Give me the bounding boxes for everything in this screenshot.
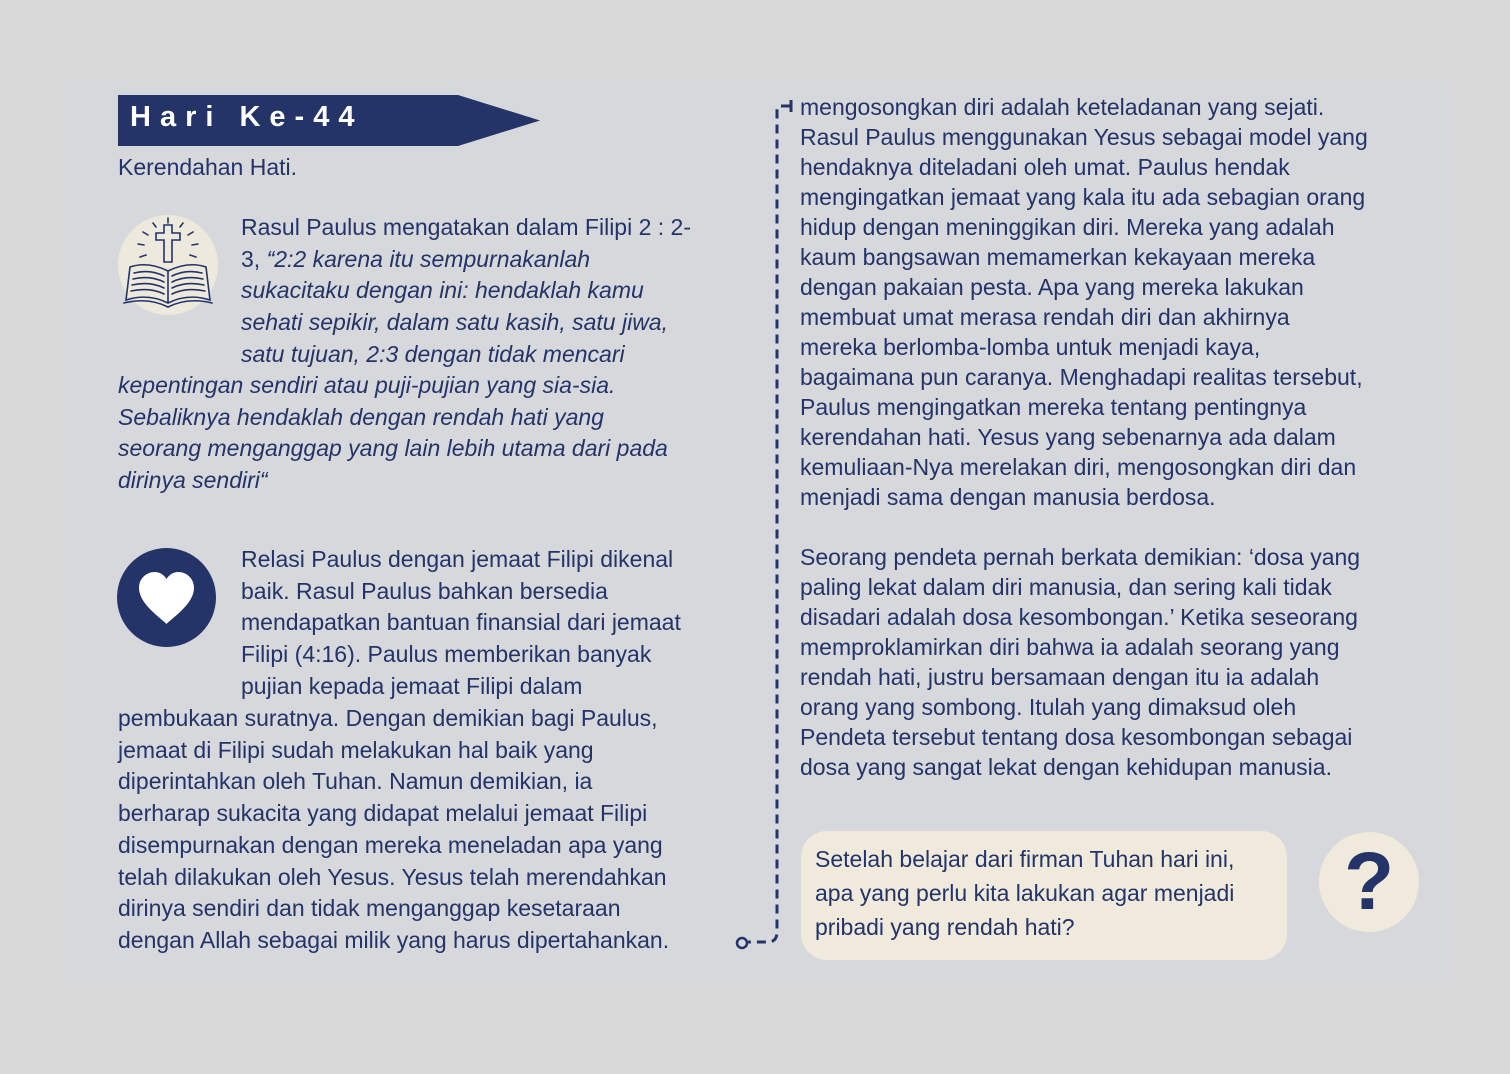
text-line: kerendahan hati. Yesus yang sebenarnya ada dalam xyxy=(800,424,1336,450)
relation-paragraph-bottom xyxy=(118,703,669,957)
text-line: Setelah belajar dari firman Tuhan hari ini, xyxy=(815,846,1235,872)
text-line: berharap sukacita yang didapat melalui jemaat Filipi xyxy=(118,800,648,827)
text-line: paling lekat dalam diri manusia, dan sering kali tidak xyxy=(800,574,1332,600)
reflection-box xyxy=(801,831,1287,960)
text-line: mengingatkan jemaat yang kala itu ada sebagian orang xyxy=(800,184,1366,210)
verse-line: satu tujuan, 2:3 dengan tidak mencari xyxy=(241,340,625,367)
explanation-paragraph xyxy=(800,92,1430,512)
text-line: dirinya sendiri dan tidak menganggap kesetaraan xyxy=(118,895,621,922)
verse-reference: 3, xyxy=(241,245,267,272)
question-mark-icon: ? xyxy=(1319,832,1419,932)
text-line: Filipi (4:16). Paulus memberikan banyak xyxy=(241,641,652,668)
verse-quote-start: “2:2 karena itu sempurnakanlah xyxy=(266,245,591,272)
text-line: jemaat di Filipi sudah melakukan hal baik yang xyxy=(118,736,594,763)
verse-line: kepentingan sendiri atau puji-pujian yang sia-sia. xyxy=(118,372,616,398)
topic-title: Kerendahan Hati. xyxy=(118,154,298,180)
verse-line: Sebaliknya hendaklah dengan rendah hati yang xyxy=(118,403,604,430)
text-line: Pendeta tersebut tentang dosa kesombongan sebagai xyxy=(800,724,1353,750)
text-line: pribadi yang rendah hati? xyxy=(815,914,1075,940)
text-line: Paulus mengingatkan mereka tentang pentingnya xyxy=(800,394,1307,420)
text-line: menjadi sama dengan manusia berdosa. xyxy=(800,484,1216,510)
text-line: telah dilakukan oleh Yesus. Yesus telah merendahkan xyxy=(118,863,667,890)
text-line: membuat umat merasa rendah diri dan akhirnya xyxy=(800,304,1290,330)
text-line: memproklamirkan diri bahwa ia adalah seorang yang xyxy=(800,634,1340,660)
verse-line: sukacitaku dengan ini: hendaklah kamu xyxy=(241,277,644,304)
text-line: pujian kepada jemaat Filipi dalam xyxy=(241,672,583,699)
pastor-quote-paragraph xyxy=(800,542,1430,782)
relation-paragraph-top xyxy=(241,544,681,703)
text-line: mereka berlomba-lomba untuk menjadi kaya, xyxy=(800,334,1261,360)
text-line: hidup dengan meninggikan diri. Mereka yang adalah xyxy=(800,214,1335,240)
day-label: Hari Ke-44 xyxy=(130,101,364,133)
text-line: mendapatkan bantuan finansial dari jemaat xyxy=(241,609,681,636)
text-line: Relasi Paulus dengan jemaat Filipi dikenal xyxy=(241,546,674,572)
reflection-text xyxy=(815,842,1285,944)
verse-line: seorang menganggap yang lain lebih utama dari pada xyxy=(118,435,668,462)
heart-icon xyxy=(117,548,216,647)
text-line: disempurnakan dengan mereka meneladan apa yang xyxy=(118,831,663,858)
verse-continuation xyxy=(118,370,668,497)
text-line: kaum bangsawan memamerkan kekayaan mereka xyxy=(800,244,1316,270)
text-line: kemuliaan-Nya merelakan diri, mengosongkan diri dan xyxy=(800,454,1357,480)
verse-line: dirinya sendiri“ xyxy=(118,467,268,494)
text-line xyxy=(241,244,691,276)
day-banner xyxy=(118,95,540,146)
text-line: disadari adalah dosa kesombongan.’ Ketika seseorang xyxy=(800,604,1358,630)
text-line: apa yang perlu kita lakukan agar menjadi xyxy=(815,880,1235,906)
text-line: pembukaan suratnya. Dengan demikian bagi Paulus, xyxy=(118,705,658,731)
text-line: baik. Rasul Paulus bahkan bersedia xyxy=(241,577,608,604)
bible-cross-icon xyxy=(118,215,218,315)
text-line: dengan Allah sebagai milik yang harus dipertahankan. xyxy=(118,926,670,953)
verse-line: sehati sepikir, dalam satu kasih, satu jiwa, xyxy=(241,309,668,336)
text-line: mengosongkan diri adalah keteladanan yang sejati. xyxy=(800,94,1325,120)
text-line: hendaknya diteladani oleh umat. Paulus hendak xyxy=(800,154,1290,180)
text-line: bagaimana pun caranya. Menghadapi realitas tersebut, xyxy=(800,364,1363,390)
text-line: diperintahkan oleh Tuhan. Namun demikian, ia xyxy=(118,768,593,795)
text-line: dengan pakaian pesta. Apa yang mereka lakukan xyxy=(800,274,1304,300)
verse-intro xyxy=(241,212,691,371)
text-line: dosa yang sangat lekat dengan kehidupan manusia. xyxy=(800,754,1332,780)
text-line: orang yang sombong. Itulah yang dimaksud oleh xyxy=(800,694,1297,720)
text-line: Rasul Paulus menggunakan Yesus sebagai model yang xyxy=(800,124,1368,150)
text-line: Rasul Paulus mengatakan dalam Filipi 2 : 2- xyxy=(241,214,692,240)
text-line: Seorang pendeta pernah berkata demikian: ‘dosa yang xyxy=(800,544,1361,570)
text-line: rendah hati, justru bersamaan dengan itu ia adalah xyxy=(800,664,1320,690)
dashed-connector xyxy=(730,96,800,956)
